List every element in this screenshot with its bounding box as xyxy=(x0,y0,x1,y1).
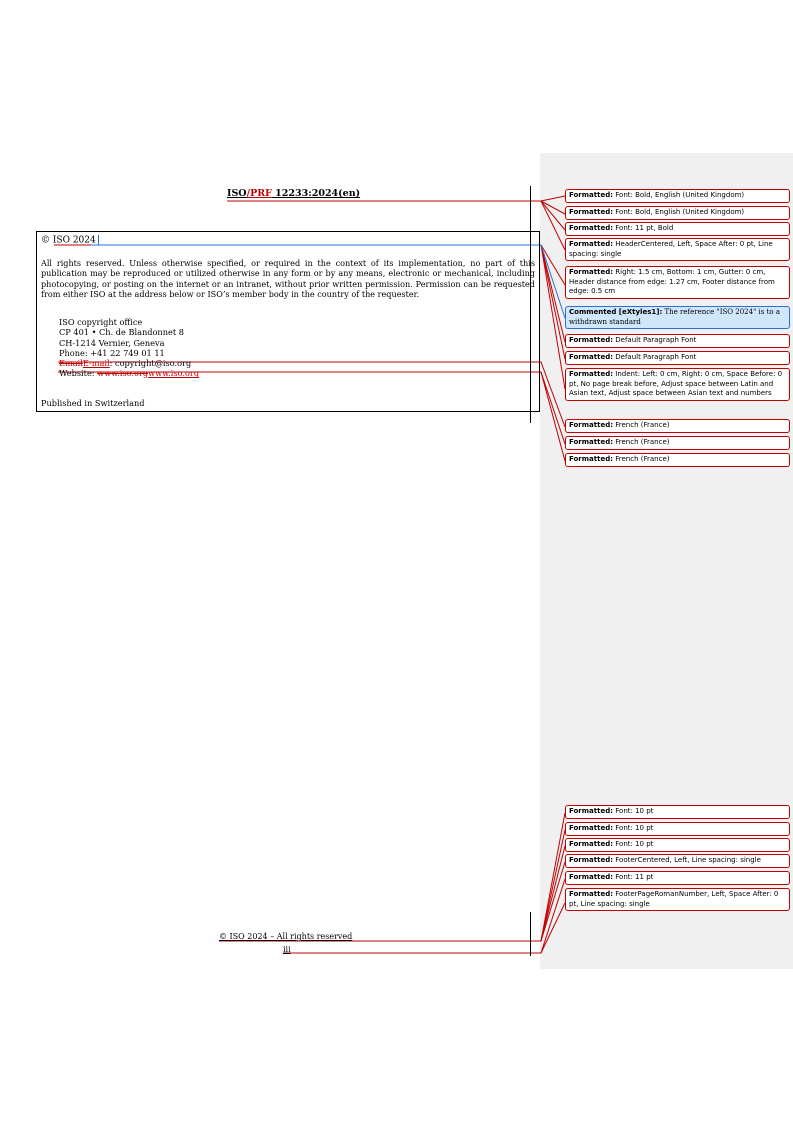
address-line: CH-1214 Vernier, Geneva xyxy=(59,337,165,348)
balloon-text: Font: Bold, English (United Kingdom) xyxy=(613,208,745,216)
balloon-text: French (France) xyxy=(613,421,670,429)
balloon-label: Formatted: xyxy=(569,856,614,864)
revision-balloon[interactable] xyxy=(565,206,790,220)
balloon-text: Font: 11 pt, Bold xyxy=(613,224,674,232)
balloon-label: Formatted: xyxy=(569,268,614,276)
email-line xyxy=(59,358,199,368)
revision-balloon[interactable] xyxy=(565,334,790,348)
website-inserted-url[interactable]: www.iso.org xyxy=(148,368,200,379)
balloon-label: Formatted: xyxy=(569,353,614,361)
balloon-text: Default Paragraph Font xyxy=(613,353,697,361)
balloon-label: Formatted: xyxy=(569,224,614,232)
copyright-title-text: © ISO 2024 xyxy=(41,235,96,246)
balloon-label: Formatted: xyxy=(569,890,614,898)
balloon-text: Font: Bold, English (United Kingdom) xyxy=(613,191,745,199)
address-line: ISO copyright office xyxy=(59,317,143,327)
revision-balloon[interactable] xyxy=(565,805,790,819)
change-bar xyxy=(530,912,531,956)
email-inserted-label: E-mail xyxy=(82,358,110,369)
address-block xyxy=(59,317,199,379)
header-standard-number: 12233:2024(en) xyxy=(271,188,361,199)
revision-balloon[interactable] xyxy=(565,222,790,236)
balloon-label: Formatted: xyxy=(569,455,614,463)
balloon-text: Font: 11 pt xyxy=(613,873,654,881)
revision-balloon[interactable] xyxy=(565,838,790,852)
website-deleted-url[interactable]: www.iso.org xyxy=(97,368,149,379)
balloon-label: Formatted: xyxy=(569,824,614,832)
balloon-text: French (France) xyxy=(613,455,670,463)
text-cursor xyxy=(98,235,99,245)
balloon-label: Formatted: xyxy=(569,438,614,446)
balloon-text: Font: 10 pt xyxy=(613,840,654,848)
balloon-label: Formatted: xyxy=(569,336,614,344)
copyright-box xyxy=(36,231,540,412)
revision-balloon[interactable] xyxy=(565,453,790,467)
email-address[interactable]: : copyright@iso.org xyxy=(109,358,192,369)
revision-balloon[interactable] xyxy=(565,822,790,836)
email-deleted-label: Email xyxy=(59,358,83,369)
balloon-label: Formatted: xyxy=(569,840,614,848)
revision-balloon[interactable] xyxy=(565,351,790,365)
revision-balloon[interactable] xyxy=(565,419,790,433)
header-inserted-text: /PRF xyxy=(246,188,272,199)
website-line xyxy=(59,368,199,378)
rights-paragraph: All rights reserved. Unless otherwise specified, or required in the context of its implementation, no part of this publication may be reproduced or utilized otherwise in any form or by any means, electronic or mechanical, including photocopying, or posting on the internet or an intranet, without prior written permission. Permission can be requested from either ISO at the address below or ISO’s member body in the country of the requester. xyxy=(41,258,535,299)
balloon-label: Formatted: xyxy=(569,421,614,429)
balloon-text: FooterPageRomanNumber, Left, Space After: 0 pt, Line spacing: single xyxy=(569,890,779,908)
revision-balloon[interactable] xyxy=(565,189,790,203)
balloon-text: Font: 10 pt xyxy=(613,807,654,815)
balloon-text: Right: 1.5 cm, Bottom: 1 cm, Gutter: 0 cm, Header distance from edge: 1.27 cm, Footer distance from edge: 0.5 cm xyxy=(569,268,775,295)
balloon-text: HeaderCentered, Left, Space After: 0 pt, Line spacing: single xyxy=(569,240,773,258)
balloon-text: FooterCentered, Left, Line spacing: single xyxy=(613,856,761,864)
copyright-title xyxy=(41,235,99,246)
header-prefix: ISO xyxy=(227,188,247,199)
comment-text: The reference "ISO 2024" is to a withdrawn standard xyxy=(569,308,781,326)
comment-balloon[interactable] xyxy=(565,306,790,329)
revision-balloon[interactable] xyxy=(565,871,790,885)
published-in: Published in Switzerland xyxy=(41,398,145,408)
balloon-label: Formatted: xyxy=(569,807,614,815)
document-header xyxy=(227,188,360,199)
revision-balloon[interactable] xyxy=(565,888,790,911)
revision-balloon[interactable] xyxy=(565,266,790,299)
revision-balloon[interactable] xyxy=(565,368,790,401)
balloon-text: French (France) xyxy=(613,438,670,446)
address-line: CP 401 • Ch. de Blandonnet 8 xyxy=(59,327,184,338)
balloon-label: Formatted: xyxy=(569,240,614,248)
balloon-label: Formatted: xyxy=(569,370,614,378)
comment-author-label: Commented [eXtyles1]: xyxy=(569,308,663,316)
balloon-label: Formatted: xyxy=(569,191,614,199)
footer-copyright: © ISO 2024 – All rights reserved xyxy=(219,932,353,941)
balloon-text: Indent: Left: 0 cm, Right: 0 cm, Space Before: 0 pt, No page break before, Adjust space between Latin and Asian text, Adjust space between Asian text and numbers xyxy=(569,370,783,397)
revision-balloon[interactable] xyxy=(565,238,790,261)
website-label: Website: xyxy=(59,368,98,379)
balloon-label: Formatted: xyxy=(569,208,614,216)
revision-balloon[interactable] xyxy=(565,854,790,868)
revision-balloon[interactable] xyxy=(565,436,790,450)
balloon-text: Default Paragraph Font xyxy=(613,336,697,344)
balloon-label: Formatted: xyxy=(569,873,614,881)
balloon-text: Font: 10 pt xyxy=(613,824,654,832)
footer-page-number: iii xyxy=(283,945,291,954)
phone-line: Phone: +41 22 749 01 11 xyxy=(59,347,165,358)
